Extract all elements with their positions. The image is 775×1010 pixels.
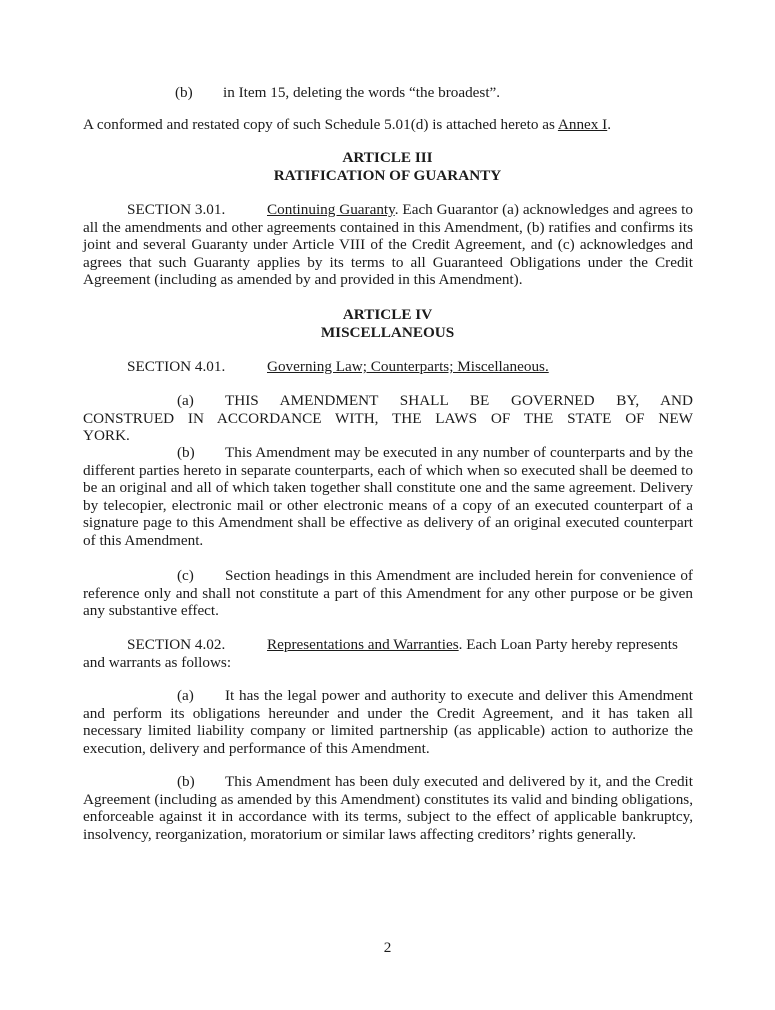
conformed-copy-text: A conformed and restated copy of such Schedule 5.01(d) is attached hereto as [83, 116, 555, 133]
section-4-01-b-text: This Amendment may be executed in any number of counterparts and by the different parties hereto in separate counterparts, each of which when so executed shall be deemed to be an original and all of which taken together shall constitute one and the same agreement. Delivery by telecopier, electronic mail or other electronic means of a copy of an executed counterpart of a signature page to this Amendment shall be effective as delivery of an original executed counterpart of this Amendment. [83, 444, 693, 549]
section-4-02-heading: Representations and Warranties [267, 636, 459, 653]
annex-link: Annex I [557, 116, 608, 133]
section-4-01-a-text: THIS AMENDMENT SHALL BE GOVERNED BY, AND CONSTRUED IN ACCORDANCE WITH, THE LAWS OF THE STATE OF NEW YORK. [83, 392, 693, 445]
section-3-01 [83, 201, 693, 289]
section-4-01-c [83, 567, 693, 620]
section-4-01-b [83, 444, 693, 550]
section-3-01-label: SECTION 3.01. [127, 201, 226, 218]
section-4-02-label: SECTION 4.02. [127, 636, 226, 653]
section-4-01-a [83, 392, 693, 445]
item-b-text: in Item 15, deleting the words “the broadest”. [223, 84, 501, 101]
section-4-01-label: SECTION 4.01. [127, 358, 226, 375]
article-4-heading: ARTICLE IV [342, 306, 433, 323]
section-4-01-b-marker: (b) [177, 444, 195, 461]
section-4-01-line [127, 358, 549, 376]
article-3-heading: ARTICLE III [342, 149, 433, 166]
section-3-01-body: . Each Guarantor (a) acknowledges and agrees to all the amendments and other agreements contained in this Amendment, (b) ratifies and confirms its joint and several Guaranty under Article VIII of the Credit Agreement, and (c) acknowledges and agrees that such Guaranty applies by its terms to all Guaranteed Obligations under the Credit Agreement (including as amended by and provided in this Amendment). [83, 201, 693, 289]
section-4-01-heading: Governing Law; Counterparts; Miscellaneous. [267, 358, 549, 375]
section-4-02-a-marker: (a) [177, 687, 194, 704]
section-4-02-b-text: This Amendment has been duly executed and delivered by it, and the Credit Agreement (including as amended by this Amendment) constitutes its valid and binding obligations, enforceable against it in accordance with its terms, subject to the effect of applicable bankruptcy, insolvency, reorganization, moratorium or similar laws affecting creditors’ rights generally. [83, 773, 693, 843]
article-3-title: RATIFICATION OF GUARANTY [273, 167, 502, 184]
section-4-02-b [83, 773, 693, 843]
section-4-02 [83, 636, 693, 671]
section-4-02-body: . Each Loan Party hereby represents and warrants as follows: [83, 636, 678, 671]
section-4-02-b-marker: (b) [177, 773, 195, 790]
conformed-copy-line [83, 116, 611, 134]
section-4-01-c-text: Section headings in this Amendment are included herein for convenience of reference only and shall not constitute a part of this Amendment for any other purpose or be given any substantive effect. [83, 567, 693, 620]
section-3-01-heading: Continuing Guaranty [267, 201, 395, 218]
section-4-02-a-text: It has the legal power and authority to execute and deliver this Amendment and perform its obligations hereunder and under the Credit Agreement, and it has taken all necessary limited liability company or limited partnership (as applicable) action to authorize the execution, delivery and performance of this Amendment. [83, 687, 693, 757]
page-number: 2 [383, 939, 392, 956]
section-4-01-a-marker: (a) [177, 392, 194, 409]
article-4-title: MISCELLANEOUS [320, 324, 455, 341]
item-b-marker: (b) [175, 84, 193, 101]
section-4-02-a [83, 687, 693, 757]
conformed-copy-end: . [607, 116, 612, 133]
item-b-line [175, 84, 500, 102]
section-4-01-c-marker: (c) [177, 567, 194, 584]
